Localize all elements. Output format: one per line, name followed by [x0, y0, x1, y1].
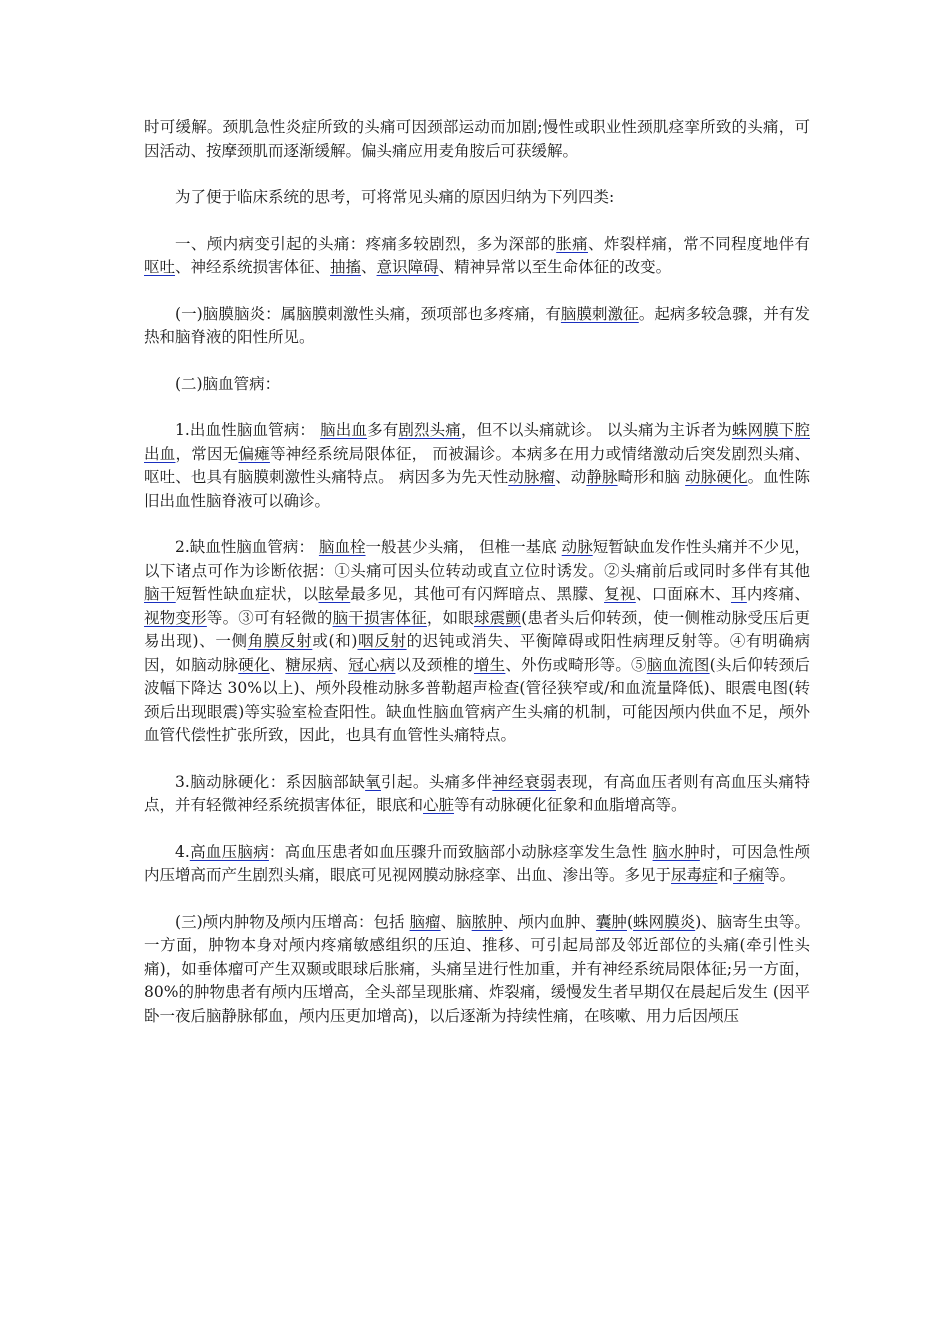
text-run: ：高血压患者如血压骤升而致脑部小动脉痉挛发生急性	[268, 842, 653, 861]
paragraph	[144, 419, 810, 513]
term-link[interactable]: 眩晕	[318, 585, 351, 603]
term-link[interactable]: 呕吐	[144, 258, 176, 276]
paragraph	[144, 233, 810, 280]
term-link[interactable]: 增生	[473, 655, 506, 674]
text-run: 、脑	[440, 912, 472, 931]
text-run: 短暂缺血发作性头痛并不少见，以下诸点可作为诊断依据：①头痛可因头位转动或直立位时诱发。②头痛前后或同时多伴有其他	[144, 538, 810, 580]
text-run: 畸形和脑	[617, 468, 686, 486]
term-link[interactable]: 脑水肿	[652, 842, 700, 861]
term-link[interactable]: 耳	[730, 585, 747, 603]
text-run: 、	[361, 258, 377, 276]
text-run: 一、颅内病变引起的头痛：疼痛多较剧烈，多为深部的	[175, 234, 557, 253]
text-run: (一)脑膜脑炎：属脑膜刺激性头痛，颈项部也多疼痛，有	[175, 304, 561, 323]
text-run: 、	[332, 655, 349, 674]
text-run: ，但不以头痛就诊。 以头痛为主诉者为	[460, 421, 732, 439]
term-link[interactable]: 动脉	[561, 538, 593, 556]
term-link[interactable]: 神经衰弱	[492, 772, 556, 791]
text-run: 、口面麻木、	[635, 585, 731, 603]
term-link[interactable]: 抽搐	[330, 258, 362, 276]
term-link[interactable]: 糖尿病	[285, 655, 333, 674]
paragraph	[144, 536, 810, 748]
text-run: 4.	[175, 842, 190, 861]
text-run: (二)脑血管病：	[175, 374, 281, 393]
paragraph	[144, 186, 810, 210]
term-link[interactable]: 尿毒症	[671, 866, 718, 884]
text-run: 3.脑动脉硬化：系因脑部缺	[175, 772, 366, 791]
term-link[interactable]: 脑膜刺激征	[560, 304, 639, 323]
text-run: 多有	[367, 421, 399, 439]
term-link[interactable]: 剧烈头痛	[398, 421, 461, 439]
text-run: 最多见，其他可有闪辉暗点、黑朦、	[350, 585, 605, 603]
term-link[interactable]: 球震颤	[473, 608, 522, 627]
term-link[interactable]: 蛛网膜下腔出血	[144, 421, 810, 463]
term-link[interactable]: 动脉瘤	[508, 468, 556, 486]
paragraph	[144, 771, 810, 818]
term-link[interactable]: 静脉	[586, 468, 618, 486]
term-link[interactable]: 脑出血	[320, 421, 368, 439]
text-run: 、炸裂样痛，常不同程度地伴有	[588, 234, 810, 253]
text-run: 一般甚少头痛， 但椎一基底	[365, 538, 562, 556]
text-run: (	[626, 912, 634, 931]
text-run: 短暂性缺血症状，以	[175, 585, 319, 603]
term-link[interactable]: 脑干	[144, 585, 176, 603]
term-link[interactable]: 咽反射	[357, 632, 407, 650]
text-run: 以及颈椎的	[395, 655, 474, 674]
term-link[interactable]: 氧	[365, 772, 382, 791]
text-run: 。血性陈旧出血性脑脊液可以确诊。	[144, 468, 810, 510]
term-link[interactable]: 脓肿	[471, 912, 503, 931]
term-link[interactable]: 复视	[604, 585, 636, 603]
text-run: 内疼痛、	[746, 585, 810, 603]
paragraph	[144, 116, 810, 163]
term-link[interactable]: 冠心病	[348, 655, 396, 674]
text-run: 、精神异常以至生命体征的改变。	[438, 258, 672, 276]
text-run: 、外伤或畸形等。⑤	[505, 655, 647, 674]
text-run: 、神经系统损害体征、	[175, 258, 331, 276]
term-link[interactable]: 脑干损害体征	[332, 608, 427, 627]
term-link[interactable]: 囊肿	[595, 912, 627, 931]
text-run: 的迟钝或消失、平衡障碍或阳性病理反射等。④有明确病因，如脑动脉	[144, 632, 810, 674]
text-run: 时，可因急性颅内压增高而产生剧烈头痛，眼底可见视网膜动脉痉挛、出血、渗出等。多见于	[144, 842, 810, 884]
text-run: 和	[717, 866, 734, 884]
term-link[interactable]: 脑血流图	[646, 655, 710, 674]
term-link[interactable]: 视物变形	[144, 608, 207, 627]
term-link[interactable]: 脑瘤	[409, 912, 441, 931]
text-run: ，常因无	[175, 444, 239, 463]
text-run: 、	[269, 655, 286, 674]
term-link[interactable]: 角膜反射	[247, 632, 313, 650]
term-link[interactable]: 硬化	[238, 655, 270, 674]
text-run: )、脑寄生虫等。一方面，肿物本身对颅内疼痛敏感组织的压迫、推移、可引起局部及邻近部位的头痛(牵引性头痛)，如垂体瘤可产生双颞或眼球后胀痛，头痛呈进行性加重，并有神经系统局限体征;另一方面，80%的肿物患者有颅内压增高，全头部呈现胀痛、炸裂痛，缓慢发生者早期仅在晨起后发生 (因平卧一夜后脑静脉郁血，颅内压更加增高)，以后逐渐为持续性痛，在咳嗽、用力后因颅压	[144, 912, 810, 1025]
text-run: ，如眼	[426, 608, 474, 627]
term-link[interactable]: 子痫	[733, 866, 765, 884]
paragraph	[144, 373, 810, 397]
term-link[interactable]: 胀痛	[556, 234, 588, 253]
text-run: 为了便于临床系统的思考，可将常见头痛的原因归纳为下列四类:	[175, 188, 615, 206]
text-run: (患者头后仰转颈，使一侧椎动脉受压后更易出现)、一侧	[144, 608, 810, 650]
term-link[interactable]: 高血压脑病	[189, 842, 269, 861]
paragraph	[144, 841, 810, 888]
text-run: 等神经系统局限体征， 而被漏诊。本病多在用力或情绪激动后突发剧烈头痛、 呕吐、也具有脑膜刺激性头痛特点。 病因多为先天性	[144, 444, 810, 486]
term-link[interactable]: 心脏	[423, 796, 455, 814]
text-run: 等。	[764, 866, 796, 884]
text-run: (头后仰转颈后波幅下降达 30%以上)、颅外段椎动脉多普勒超声检查(管径狭窄或/和血流量降低)、眼震电图(转颈后出现眼震)等实验室检查阳性。缺血性脑血管病产生头痛的机制，可能因颅内供血不足，颅外血管代偿性扩张所致，因此，也具有血管性头痛特点。	[144, 655, 810, 744]
paragraph	[144, 911, 810, 1029]
text-run: 引起。头痛多伴	[381, 772, 493, 791]
term-link[interactable]: 意识障碍	[376, 258, 439, 276]
text-run: 时可缓解。颈肌急性炎症所致的头痛可因颈部运动而加剧;慢性或职业性颈肌痉挛所致的头痛，可因活动、按摩颈肌而逐渐缓解。偏头痛应用麦角胺后可获缓解。	[144, 118, 810, 160]
term-link[interactable]: 动脉硬化	[685, 468, 748, 486]
text-run: 、动	[555, 468, 587, 486]
text-run: 、颅内血肿、	[502, 912, 596, 931]
text-run: 。起病多较急骤，并有发热和脑脊液的阳性所见。	[144, 304, 810, 346]
term-link[interactable]: 偏瘫	[238, 444, 270, 463]
text-run: 等。③可有轻微的	[206, 608, 333, 627]
text-run: 1.出血性脑血管病：	[175, 421, 321, 439]
text-run: 表现，有高血压者则有高血压头痛特点，并有轻微神经系统损害体征，眼底和	[144, 772, 810, 814]
text-run: 或(和)	[312, 632, 358, 650]
text-run: 2.缺血性脑血管病：	[175, 538, 319, 556]
term-link[interactable]: 蛛网膜炎	[633, 912, 696, 931]
text-run: 等有动脉硬化征象和血脂增高等。	[454, 796, 687, 814]
paragraph	[144, 303, 810, 350]
text-run: (三)颅内肿物及颅内压增高：包括	[175, 912, 410, 931]
term-link[interactable]: 脑血栓	[318, 538, 366, 556]
